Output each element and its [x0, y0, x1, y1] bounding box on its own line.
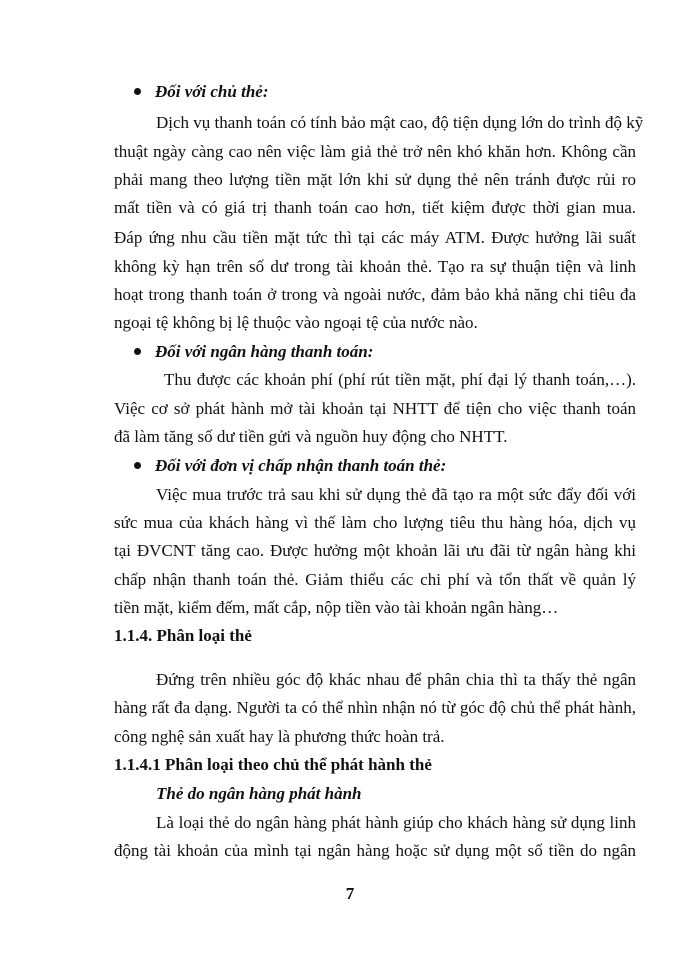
- paragraph-line: Là loại thẻ do ngân hàng phát hành giúp cho khách hàng sử dụng linh: [156, 813, 636, 832]
- paragraph-line: chấp nhận thanh toán thẻ. Giảm thiểu các chi phí và tổn thất về quản lý: [114, 570, 636, 589]
- bullet-heading-merchant: [134, 456, 446, 476]
- paragraph-line: phải mang theo lượng tiền mặt lớn khi sử dụng thẻ nên tránh được rủi ro: [114, 170, 636, 189]
- paragraph-line: đã làm tăng số dư tiền gửi và nguồn huy động cho NHTT.: [114, 427, 508, 446]
- paragraph-line: tại ĐVCNT tăng cao. Được hưởng một khoản lãi ưu đãi từ ngân hàng khi: [114, 541, 636, 560]
- paragraph-line: Thu được các khoản phí (phí rút tiền mặt, phí đại lý thanh toán,…).: [164, 370, 636, 389]
- paragraph-line: không kỳ hạn trên số dư trong tài khoản thẻ. Tạo ra sự thuận tiện và linh: [114, 257, 636, 276]
- paragraph-line: hàng rất đa dạng. Người ta có thể nhìn nhận nó từ góc độ chủ thể phát hành,: [114, 698, 636, 717]
- paragraph-line: Việc mua trước trả sau khi sử dụng thẻ đã tạo ra một sức đẩy đối với: [156, 485, 636, 504]
- bullet-icon: [134, 348, 141, 355]
- bullet-heading-bank: [134, 342, 373, 362]
- paragraph-line: Đáp ứng nhu cầu tiền mặt tức thì tại các máy ATM. Được hưởng lãi suất: [114, 228, 636, 247]
- heading-text: Đối với ngân hàng thanh toán:: [155, 342, 374, 361]
- section-heading-1-1-4: 1.1.4. Phân loại thẻ: [114, 626, 252, 645]
- paragraph-line: mất tiền và có giá trị thanh toán cao hơn, tiết kiệm được thời gian mua.: [114, 198, 636, 217]
- paragraph-line: Việc cơ sở phát hành mở tài khoản tại NHTT để tiện cho việc thanh toán: [114, 399, 636, 418]
- paragraph-line: động tài khoản của mình tại ngân hàng hoặc sử dụng một số tiền do ngân: [114, 841, 636, 860]
- bullet-heading-cardholder: [134, 82, 268, 102]
- paragraph-line: Đứng trên nhiều góc độ khác nhau để phân chia thì ta thấy thẻ ngân: [156, 670, 636, 689]
- subheading-bank-issued: Thẻ do ngân hàng phát hành: [156, 784, 362, 803]
- paragraph-line: tiền mặt, kiểm đếm, mất cắp, nộp tiền vào tài khoản ngân hàng…: [114, 598, 559, 617]
- section-heading-1-1-4-1: 1.1.4.1 Phân loại theo chủ thể phát hành thẻ: [114, 755, 432, 774]
- heading-text: Đối với chủ thẻ:: [155, 82, 269, 101]
- heading-text: Đối với đơn vị chấp nhận thanh toán thẻ:: [155, 456, 447, 475]
- paragraph-line: công nghệ sản xuất hay là phương thức hoàn trả.: [114, 727, 445, 746]
- bullet-icon: [134, 88, 141, 95]
- paragraph-line: ngoại tệ không bị lệ thuộc vào ngoại tệ của nước nào.: [114, 313, 478, 332]
- paragraph-line: thuật ngày càng cao nên việc làm giả thẻ trở nên khó khăn hơn. Không cần: [114, 142, 636, 161]
- bullet-icon: [134, 462, 141, 469]
- paragraph-line: sức mua của khách hàng vì thế làm cho lượng tiêu thu hàng hóa, dịch vụ: [114, 513, 636, 532]
- paragraph-line: hoạt trong thanh toán ở trong và ngoài nước, đảm bảo khả năng chi tiêu đa: [114, 285, 636, 304]
- page-number: 7: [345, 884, 355, 903]
- paragraph-line: Dịch vụ thanh toán có tính bảo mật cao, độ tiện dụng lớn do trình độ kỹ: [156, 113, 644, 132]
